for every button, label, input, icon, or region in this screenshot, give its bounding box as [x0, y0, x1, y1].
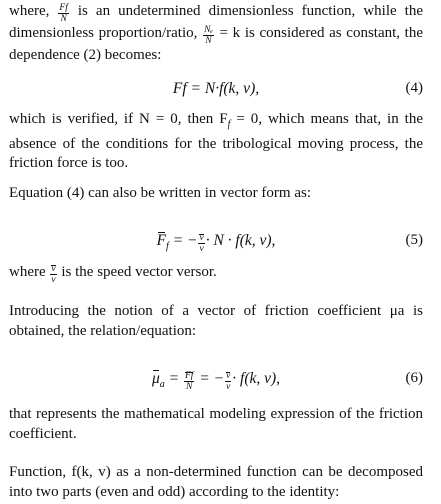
para1-text-b: is an undetermined dimensionless function, while the dimensionless proportion/ratio,	[9, 3, 423, 41]
equation-6-expression	[9, 369, 423, 395]
equation-4	[9, 79, 423, 101]
equation-5	[9, 231, 423, 253]
eq6-equals: =	[164, 370, 183, 387]
para6-text: that represents the mathematical modeling expression of the friction coefficient.	[9, 406, 423, 442]
para2-text-a: which is verified, if N = 0, then F	[9, 111, 228, 127]
eq6-versor-fraction: $\frac{v}{v}$	[226, 371, 231, 392]
eq6-minus: = −	[195, 370, 225, 387]
eq5-minus: = −	[168, 232, 198, 249]
eq6-ff-over-n: $\frac{Ff}{N}$	[184, 371, 194, 392]
paragraph-5	[9, 302, 423, 341]
eq5-rhs: · N · f(k, v),	[205, 232, 276, 249]
paragraph-3	[9, 184, 423, 204]
fraction-ne-over-n: $\frac{\text{Nₑ}}{N}$	[204, 25, 213, 46]
paragraph-6	[9, 405, 423, 444]
para2-text-b: = 0, which means that, in the absence of the conditions for the tribological moving process, the friction force is too.	[9, 111, 423, 171]
eq6-mu-vector: μ	[151, 370, 160, 387]
eq6-rhs: · f(k, v),	[232, 370, 281, 387]
para1-text-c: = k is considered as constant, the dependence (2) becomes:	[9, 25, 424, 63]
para4-text-a: where	[9, 264, 50, 280]
fraction-ff-over-n: $\frac{Ff}{N}$	[59, 3, 68, 24]
equation-5-expression	[9, 231, 423, 257]
equation-6	[9, 369, 423, 391]
para4-versor-fraction: $\frac{v}{v}$	[51, 264, 56, 285]
paragraph-7	[9, 463, 423, 502]
para3-text: Equation (4) can also be written in vector form as:	[9, 185, 311, 201]
para5-text: Introducing the notion of a vector of friction coefficient μa is obtained, the relation/equation:	[9, 303, 423, 339]
para4-text-b: is the speed vector versor.	[57, 264, 217, 280]
equation-4-expression: Ff = N·f(k, v),	[172, 80, 260, 97]
para2-subscript: f	[227, 119, 231, 130]
eq5-subscript: f	[166, 241, 169, 252]
paragraph-1	[9, 2, 423, 66]
paragraph-2	[9, 110, 423, 174]
equation-5-number: (5)	[405, 232, 423, 248]
equation-4-number: (4)	[405, 80, 423, 96]
eq5-force-vector: F	[156, 232, 167, 249]
equation-6-number: (6)	[405, 370, 423, 386]
eq5-versor-fraction: $\frac{v}{v}$	[199, 233, 204, 254]
eq6-mu-subscript: a	[159, 379, 165, 390]
para1-text-a: where,	[9, 3, 58, 19]
paragraph-4	[9, 263, 423, 285]
para7-text: Function, f(k, v) as a non-determined function can be decomposed into two parts (even and odd) according to the identity:	[9, 464, 423, 500]
